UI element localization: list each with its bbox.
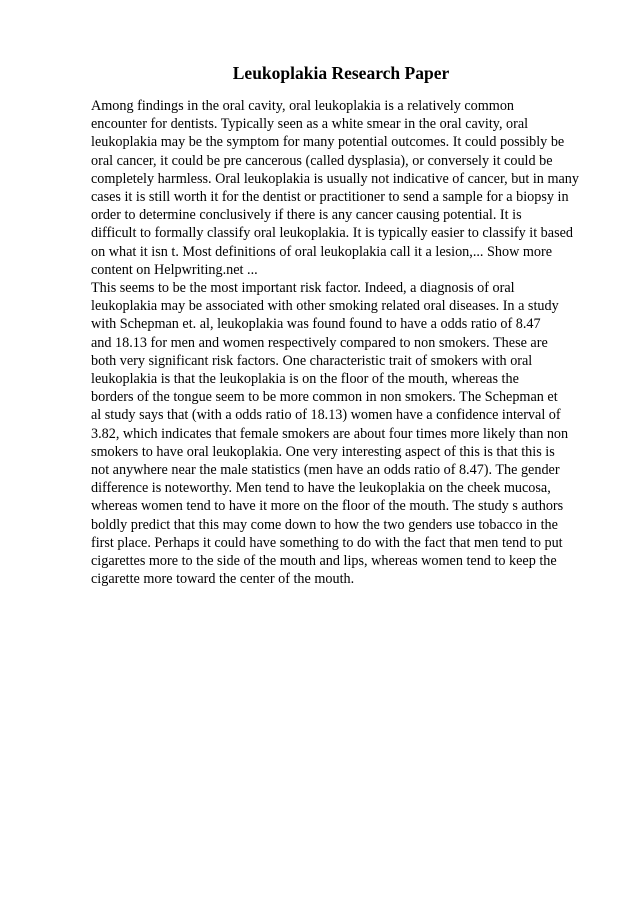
text-line: both very significant risk factors. One characteristic trait of smokers with oral — [91, 352, 533, 369]
text-line: oral cancer, it could be pre cancerous (called dysplasia), or conversely it could be — [91, 152, 553, 169]
text-line: boldly predict that this may come down to how the two genders use tobacco in the — [91, 516, 558, 533]
text-line: This seems to be the most important risk factor. Indeed, a diagnosis of oral — [91, 280, 515, 297]
page-title: Leukoplakia Research Paper — [232, 63, 450, 83]
text-line: and 18.13 for men and women respectively compared to non smokers. These are — [91, 334, 548, 351]
text-line: cigarette more toward the center of the mouth. — [91, 571, 355, 588]
text-line: smokers to have oral leukoplakia. One very interesting aspect of this is that this is — [91, 443, 555, 460]
text-line: order to determine conclusively if there is any cancer causing potential. It is — [91, 207, 522, 224]
text-line: Among findings in the oral cavity, oral leukoplakia is a relatively common — [91, 98, 515, 114]
text-line: with Schepman et. al, leukoplakia was found found to have a odds ratio of 8.47 — [91, 316, 541, 333]
text-line: encounter for dentists. Typically seen as a white smear in the oral cavity, oral — [91, 116, 529, 133]
text-line: borders of the tongue seem to be more common in non smokers. The Schepman et — [91, 389, 558, 406]
text-line: difference is noteworthy. Men tend to have the leukoplakia on the cheek mucosa, — [91, 480, 551, 497]
body-text — [91, 97, 611, 588]
text-line: first place. Perhaps it could have something to do with the fact that men tend to put — [91, 534, 563, 551]
text-line: cases it is still worth it for the dentist or practitioner to send a sample for a biopsy in — [91, 189, 569, 206]
text-line: difficult to formally classify oral leukoplakia. It is typically easier to classify it based — [91, 225, 573, 242]
text-line: content on Helpwriting.net ... — [91, 261, 258, 278]
text-line: not anywhere near the male statistics (men have an odds ratio of 8.47). The gender — [91, 462, 560, 479]
text-line: completely harmless. Oral leukoplakia is usually not indicative of cancer, but in many — [91, 170, 579, 187]
text-line: leukoplakia may be associated with other smoking related oral diseases. In a study — [91, 298, 559, 315]
text-line: leukoplakia is that the leukoplakia is on the floor of the mouth, whereas the — [91, 371, 519, 388]
text-line: cigarettes more to the side of the mouth and lips, whereas women tend to keep the — [91, 553, 557, 570]
text-line: al study says that (with a odds ratio of 18.13) women have a confidence interval of — [91, 407, 561, 424]
text-line: 3.82, which indicates that female smokers are about four times more likely than non — [91, 425, 569, 442]
text-line: on what it isn t. Most definitions of oral leukoplakia call it a lesion,... Show more — [91, 243, 553, 260]
text-line: whereas women tend to have it more on the floor of the mouth. The study s authors — [91, 498, 564, 515]
text-line: leukoplakia may be the symptom for many potential outcomes. It could possibly be — [91, 134, 565, 151]
